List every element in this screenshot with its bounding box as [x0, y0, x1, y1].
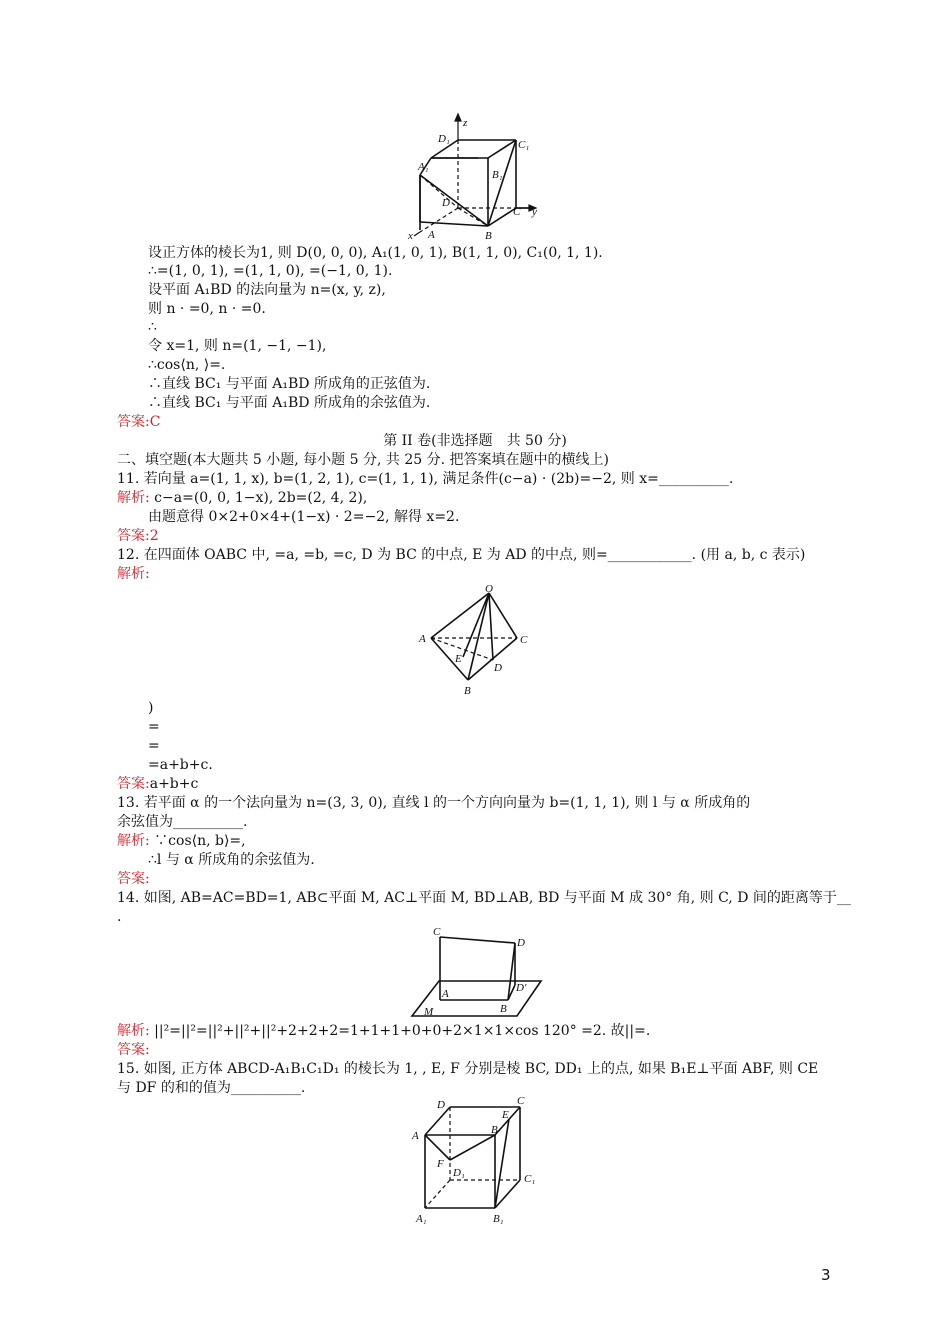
fig4-label-c1: C₁	[524, 1173, 536, 1185]
solution-line: =a+b+c.	[148, 757, 213, 773]
fig2-label-b: B	[464, 685, 471, 697]
solution-line: 令 x=1, 则 n=(1, −1, −1),	[148, 338, 327, 354]
fig4-label-f: F	[437, 1158, 444, 1170]
solution-line: =	[148, 738, 160, 754]
fig1-label-c1: C₁	[518, 139, 530, 151]
fig4-label-a: A	[412, 1130, 419, 1142]
fig1-label-a1: A₁	[418, 161, 429, 173]
solution-line: ∴l 与 α 所成角的余弦值为.	[148, 852, 315, 868]
fig4-label-d: D	[437, 1099, 445, 1111]
analysis-label: 解析:	[117, 1023, 150, 1039]
answer-line: 答案:	[117, 871, 150, 887]
analysis-label: 解析:	[117, 490, 150, 506]
fig2-label-o: O	[485, 583, 493, 595]
analysis-text: c−a=(0, 0, 1−x), 2b=(2, 4, 2),	[149, 490, 368, 506]
fig4-label-c: C	[517, 1095, 525, 1107]
solution-line: 则 n · =0, n · =0.	[148, 301, 266, 317]
fig2-label-a: A	[419, 633, 426, 645]
question-14: 14. 如图, AB=AC=BD=1, AB⊂平面 M, AC⊥平面 M, BD⊥AB, BD 与平面 M 成 30° 角, 则 C, D 间的距离等于__	[117, 890, 851, 906]
fig3-label-dprime: D′	[516, 982, 527, 994]
fig2-label-e: E	[455, 653, 462, 665]
answer-line: 答案:2	[117, 528, 159, 544]
fig2-label-c: C	[520, 634, 528, 646]
analysis-label: 解析:	[117, 566, 150, 582]
fig1-label-d1: D₁	[438, 133, 450, 145]
analysis-text: ||²=||²=||²+||²+||²+2+2+2=1+1+1+0+0+2×1×1×cos 120° =2. 故||=.	[149, 1023, 651, 1039]
solution-line: ∴直线 BC₁ 与平面 A₁BD 所成角的正弦值为.	[148, 376, 431, 392]
page-number: 3	[821, 1266, 831, 1284]
section-title: 第 II 卷(非选择题 共 50 分)	[383, 433, 567, 449]
solution-line: 设平面 A₁BD 的法向量为 n=(x, y, z),	[148, 282, 386, 298]
solution-line: =	[148, 719, 160, 735]
answer-label: 答案:	[117, 776, 150, 792]
question-13-cont: 余弦值为__________.	[117, 814, 248, 830]
fig1-label-d: D	[442, 197, 450, 209]
fig1-label-z: z	[463, 117, 468, 129]
fig1-label-b: B	[485, 230, 492, 242]
fig1-label-b1: B₁	[492, 169, 503, 181]
fig2-label-d: D	[494, 662, 502, 674]
fig3-label-d: D	[517, 937, 525, 949]
fig4-label-e: E	[502, 1109, 509, 1121]
fig1-label-c: C	[513, 206, 521, 218]
question-12: 12. 在四面体 OABC 中, =a, =b, =c, D 为 BC 的中点, E 为 AD 的中点, 则=____________. (用 a, b, c 表示)	[117, 547, 806, 563]
question-15: 15. 如图, 正方体 ABCD-A₁B₁C₁D₁ 的棱长为 1, , E, F 分别是棱 BC, DD₁ 上的点, 如果 B₁E⊥平面 ABF, 则 CE	[117, 1061, 819, 1077]
answer-text: a+b+c	[149, 776, 199, 792]
section-heading: 二、填空题(本大题共 5 小题, 每小题 5 分, 共 25 分. 把答案填在题中的横线上)	[117, 452, 609, 468]
solution-line: ∴=(1, 0, 1), =(1, 1, 0), =(−1, 0, 1).	[148, 263, 393, 279]
fig3-label-a: A	[442, 988, 449, 1000]
answer-line: 答案:	[117, 1042, 150, 1058]
solution-line: ∴直线 BC₁ 与平面 A₁BD 所成角的余弦值为.	[148, 395, 431, 411]
question-13: 13. 若平面 α 的一个法向量为 n=(3, 3, 0), 直线 l 的一个方向向量为 b=(1, 1, 1), 则 l 与 α 所成角的	[117, 795, 751, 811]
solution-line: ∴	[148, 319, 157, 335]
solution-line: 由题意得 0×2+0×4+(1−x) · 2=−2, 解得 x=2.	[148, 509, 460, 525]
fig4-label-b: B	[491, 1124, 498, 1136]
question-14-cont: .	[117, 909, 122, 925]
fig1-label-y: y	[532, 206, 537, 218]
fig3-label-b: B	[500, 1003, 507, 1015]
fig4-label-a1: A₁	[416, 1213, 427, 1225]
fig3-label-m: M	[424, 1006, 434, 1018]
solution-line: )	[148, 700, 154, 716]
solution-line: 设正方体的棱长为1, 则 D(0, 0, 0), A₁(1, 0, 1), B(1, 1, 0), C₁(0, 1, 1).	[148, 245, 603, 261]
analysis-text: ∵cos⟨n, b⟩=,	[149, 833, 246, 849]
fig4-label-b1: B₁	[493, 1213, 504, 1225]
fig4-label-d1: D₁	[453, 1167, 465, 1179]
analysis-label: 解析:	[117, 833, 150, 849]
fig3-label-c: C	[433, 926, 441, 938]
question-11: 11. 若向量 a=(1, 1, x), b=(1, 2, 1), c=(1, 1, 1), 满足条件(c−a) · (2b)=−2, 则 x=__________.	[117, 471, 734, 487]
fig1-label-x: x	[408, 230, 413, 242]
solution-line: ∴cos⟨n, ⟩=.	[148, 357, 226, 373]
answer-line: 答案:C	[117, 414, 161, 430]
question-15-cont: 与 DF 的和的值为__________.	[117, 1080, 306, 1096]
fig1-label-a: A	[428, 229, 435, 241]
